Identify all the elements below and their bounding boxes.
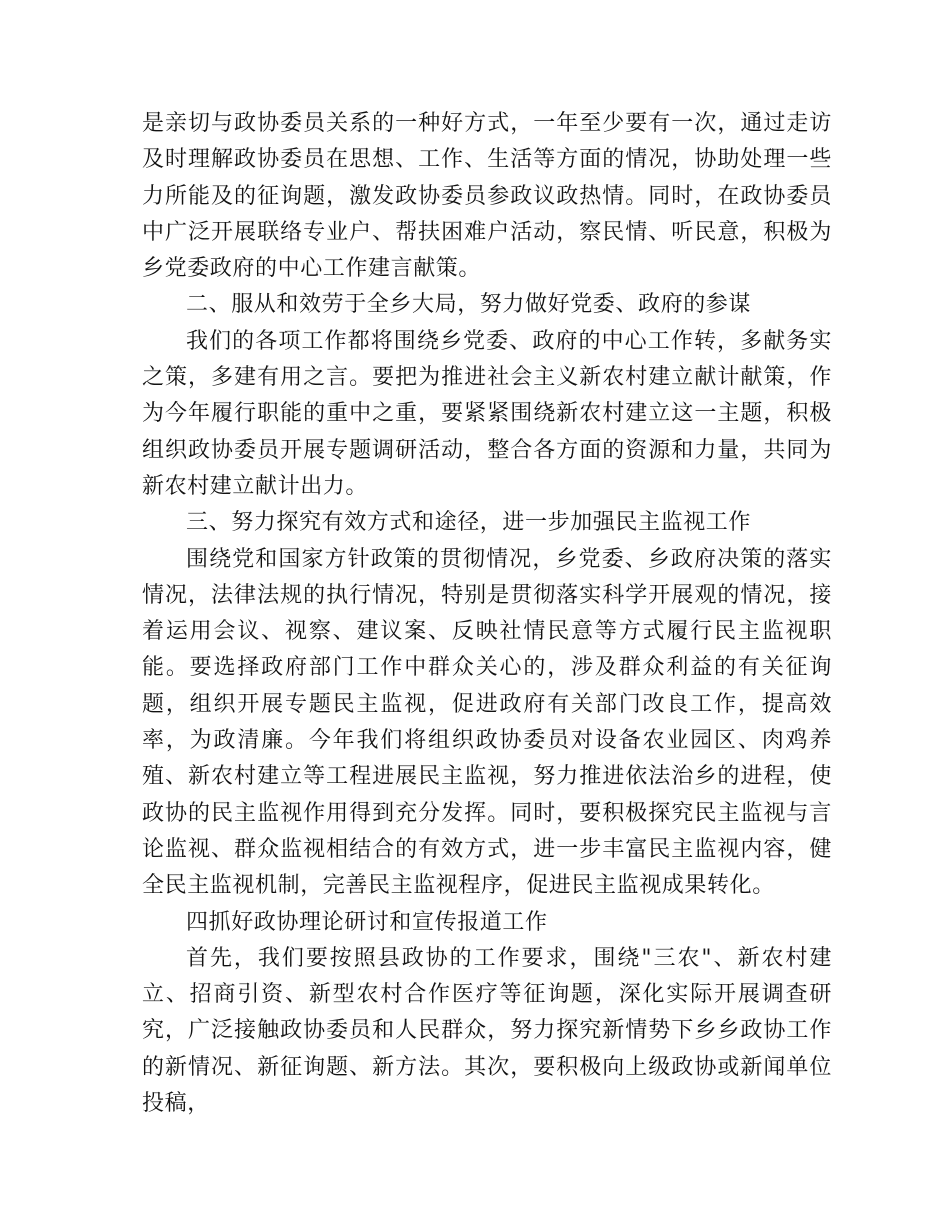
section-heading-4: 四抓好政协理论研讨和宣传报道工作 — [186, 909, 548, 935]
paragraph-continuation: 是亲切与政协委员关系的一种好方式，一年至少要有一次，通过走访及时理解政协委员在思想、工作、生活等方面的情况，协助处理一些力所能及的征询题，激发政协委员参政议政热情。同时，在政协委员中广泛开展联络专业户、帮扶困难户活动，察民情、听民意，积极为乡党委政府的中心工作建言献策。 — [142, 111, 832, 282]
paragraph-section-4: 首先，我们要按照县政协的工作要求，围绕"三农"、新农村建立、招商引资、新型农村合作医疗等征询题，深化实际开展调查研究，广泛接触政协委员和人民群众，努力探究新情势下乡乡政协工作的新情况、新征询题、新方法。其次，要积极向上级政协或新闻单位投稿， — [142, 945, 832, 1117]
paragraph-section-3: 围绕党和国家方针政策的贯彻情况，乡党委、乡政府决策的落实情况，法律法规的执行情况，特别是贯彻落实科学开展观的情况，接着运用会议、视察、建议案、反映社情民意等方式履行民主监视职能。要选择政府部门工作中群众关心的，涉及群众利益的有关征询题，组织开展专题民主监视，促进政府有关部门改良工作，提高效率，为政清廉。今年我们将组织政协委员对设备农业园区、肉鸡养殖、新农村建立等工程进展民主监视，努力推进依法治乡的进程，使政协的民主监视作用得到充分发挥。同时，要积极探究民主监视与言论监视、群众监视相结合的有效方式，进一步丰富民主监视内容，健全民主监视机制，完善民主监视程序，促进民主监视成果转化。 — [142, 546, 832, 899]
section-heading-2: 二、服从和效劳于全乡大局，努力做好党委、政府的参谋 — [186, 292, 752, 318]
paragraph-section-2: 我们的各项工作都将围绕乡党委、政府的中心工作转，多献务实之策，多建有用之言。要把为推进社会主义新农村建立献计献策，作为今年履行职能的重中之重，要紧紧围绕新农村建立这一主题，积极组织政协委员开展专题调研活动，整合各方面的资源和力量，共同为新农村建立献计出力。 — [142, 328, 832, 499]
section-heading-3: 三、努力探究有效方式和途径，进一步加强民主监视工作 — [186, 510, 752, 536]
document-body — [142, 106, 832, 1122]
